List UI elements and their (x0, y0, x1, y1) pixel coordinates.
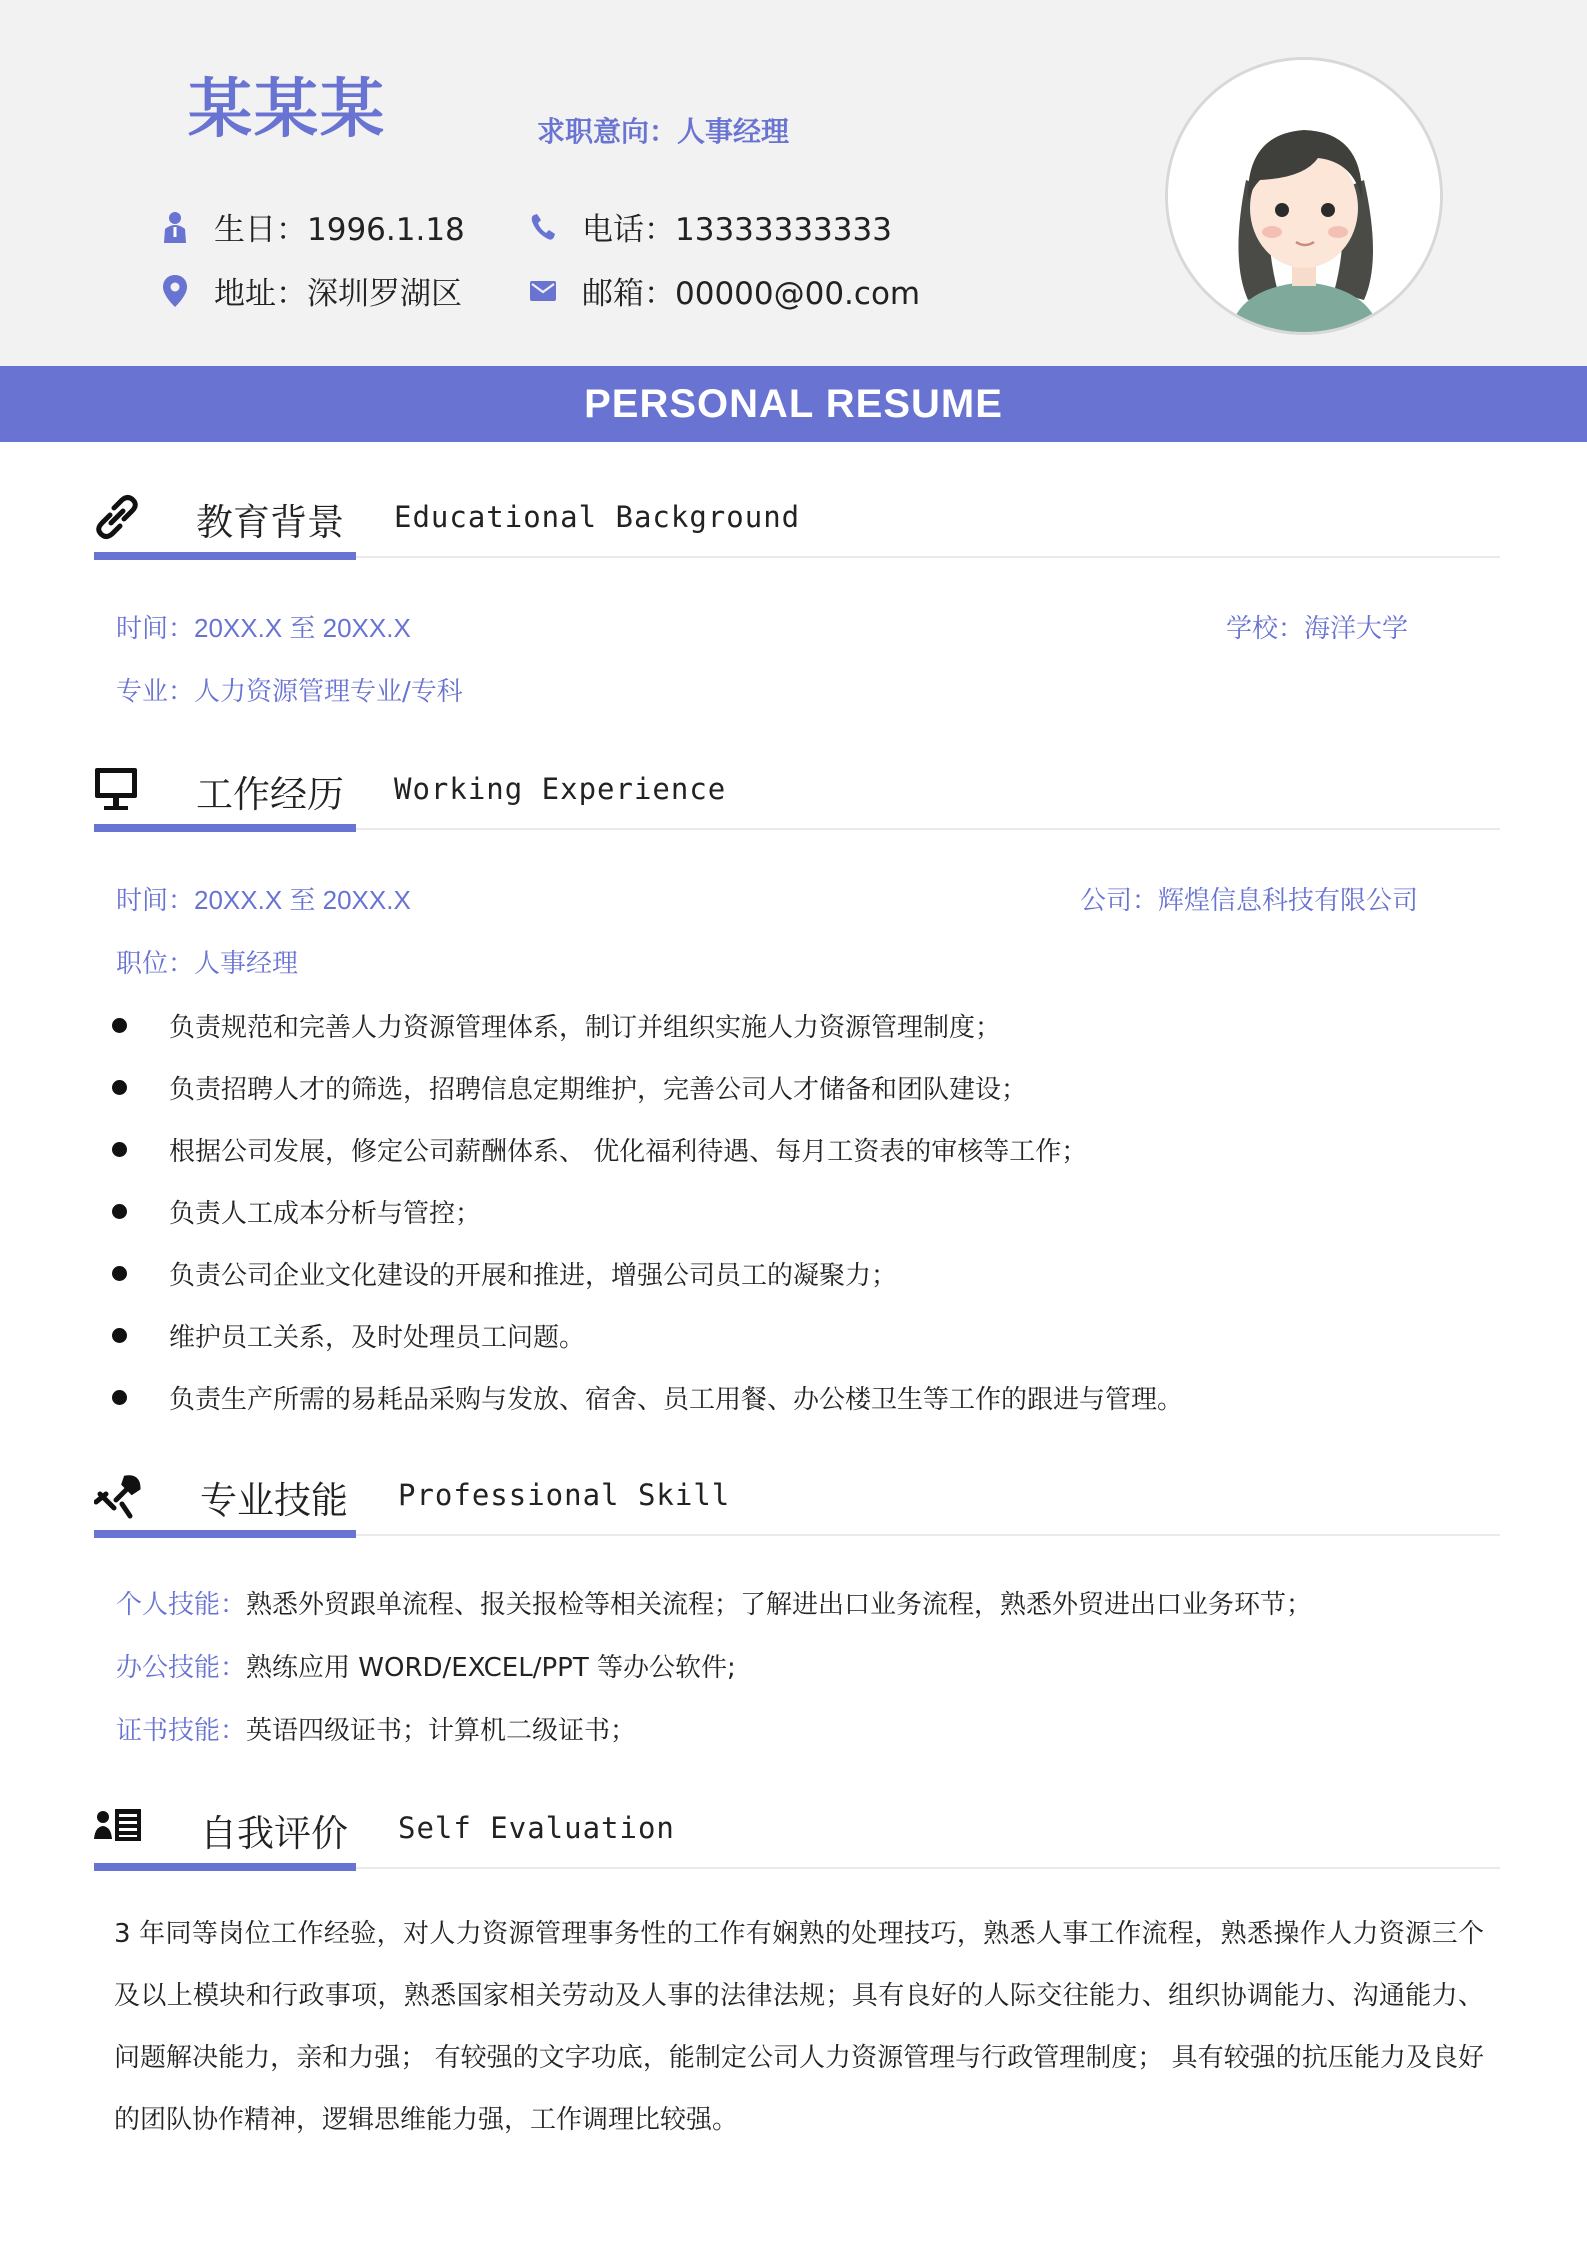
birthday-text: 生日：1996.1.18 (214, 212, 465, 248)
duty-list (112, 994, 1183, 1428)
list-item (112, 1180, 1183, 1242)
section-title-cn: 自我评价 (200, 1812, 348, 1855)
birthday-row (160, 204, 465, 249)
skill-label: 证书技能： (116, 1716, 247, 1746)
skill-text: 熟练应用 WORD/EXCEL/PPT 等办公软件; (246, 1653, 736, 1683)
bullet-icon (112, 1328, 127, 1343)
list-item (112, 1056, 1183, 1118)
avatar (1168, 60, 1440, 332)
skill-label: 办公技能： (116, 1653, 247, 1683)
banner-title: PERSONAL RESUME (584, 381, 1003, 426)
duty-text: 负责招聘人才的筛选，招聘信息定期维护，完善公司人才储备和团队建设； (169, 1074, 1028, 1105)
person-icon (160, 210, 190, 244)
phone-icon (528, 210, 558, 244)
education-major: 专业：人力资源管理专业/专科 (116, 677, 463, 707)
section-skills-header (94, 1466, 1500, 1536)
bullet-icon (112, 1080, 127, 1095)
section-accent-bar (94, 552, 356, 560)
bullet-icon (112, 1018, 127, 1033)
section-accent-bar (94, 1863, 356, 1871)
self-evaluation-text: 3 年同等岗位工作经验，对人力资源管理事务性的工作有娴熟的处理技巧，熟悉人事工作流程，熟悉操作人力资源三个及以上模块和行政事项，熟悉国家相关劳动及人事的法律法规；具有良好的人际交往能力、组织协调能力、沟通能力、问题解决能力，亲和力强； 有较强的文字功底，能制定公司人力资源管理与行政管理制度； 具有较强的抗压能力及良好的团队协作精神，逻辑思维能力强，工作调理比较强。 (114, 1919, 1484, 2135)
email-text: 邮箱：00000@00.com (582, 276, 921, 312)
section-title-cn: 教育背景 (196, 501, 344, 544)
skill-cert (116, 1710, 636, 1747)
section-accent-bar (94, 824, 356, 832)
tools-icon (94, 1472, 140, 1518)
link-icon (94, 494, 140, 540)
monitor-icon (94, 766, 140, 812)
skill-office (116, 1647, 736, 1684)
section-title-en: Educational Background (394, 500, 801, 534)
bullet-icon (112, 1204, 127, 1219)
skill-label: 个人技能： (116, 1590, 247, 1620)
section-title-cn: 工作经历 (196, 773, 344, 816)
section-title-cn: 专业技能 (200, 1479, 348, 1522)
duty-text: 维护员工关系，及时处理员工问题。 (169, 1322, 586, 1353)
resume-banner (0, 366, 1587, 442)
duty-text: 负责生产所需的易耗品采购与发放、宿舍、员工用餐、办公楼卫生等工作的跟进与管理。 (169, 1384, 1184, 1415)
duty-text: 根据公司发展，修定公司薪酬体系、 优化福利待遇、每月工资表的审核等工作； (169, 1136, 1088, 1167)
list-item (112, 1304, 1183, 1366)
phone-text: 电话：13333333333 (582, 212, 892, 248)
section-title-en: Professional Skill (398, 1478, 731, 1512)
section-accent-bar (94, 1530, 356, 1538)
bullet-icon (112, 1266, 127, 1281)
address-row (160, 268, 462, 313)
list-item (112, 1366, 1183, 1428)
candidate-name: 某某某 (188, 73, 386, 147)
list-item (112, 994, 1183, 1056)
duty-text: 负责公司企业文化建设的开展和推进，增强公司员工的凝聚力； (169, 1260, 898, 1291)
bullet-icon (112, 1142, 127, 1157)
work-company: 公司：辉煌信息科技有限公司 (1080, 886, 1419, 916)
mail-icon (528, 274, 558, 308)
work-position: 职位：人事经理 (116, 949, 299, 979)
section-work-header (94, 760, 1500, 830)
duty-text: 负责规范和完善人力资源管理体系，制订并组织实施人力资源管理制度； (169, 1012, 1002, 1043)
skill-personal (116, 1584, 1312, 1621)
address-text: 地址：深圳罗湖区 (214, 276, 462, 312)
section-self-header (94, 1799, 1500, 1869)
phone-row (528, 204, 892, 249)
list-item (112, 1242, 1183, 1304)
profile-list-icon (94, 1805, 140, 1851)
email-row (528, 268, 920, 313)
job-intent: 求职意向：人事经理 (537, 115, 790, 148)
education-time: 时间：20XX.X 至 20XX.X (116, 613, 411, 643)
section-title-en: Self Evaluation (398, 1811, 675, 1845)
section-education-header (94, 488, 1500, 558)
location-icon (160, 274, 190, 308)
work-time: 时间：20XX.X 至 20XX.X (116, 885, 411, 915)
skill-text: 熟悉外贸跟单流程、报关报检等相关流程；了解进出口业务流程，熟悉外贸进出口业务环节； (246, 1590, 1313, 1620)
bullet-icon (112, 1390, 127, 1405)
skill-text: 英语四级证书；计算机二级证书； (246, 1716, 637, 1746)
list-item (112, 1118, 1183, 1180)
section-title-en: Working Experience (394, 772, 727, 806)
education-school: 学校：海洋大学 (1226, 614, 1409, 644)
duty-text: 负责人工成本分析与管控； (169, 1198, 482, 1229)
